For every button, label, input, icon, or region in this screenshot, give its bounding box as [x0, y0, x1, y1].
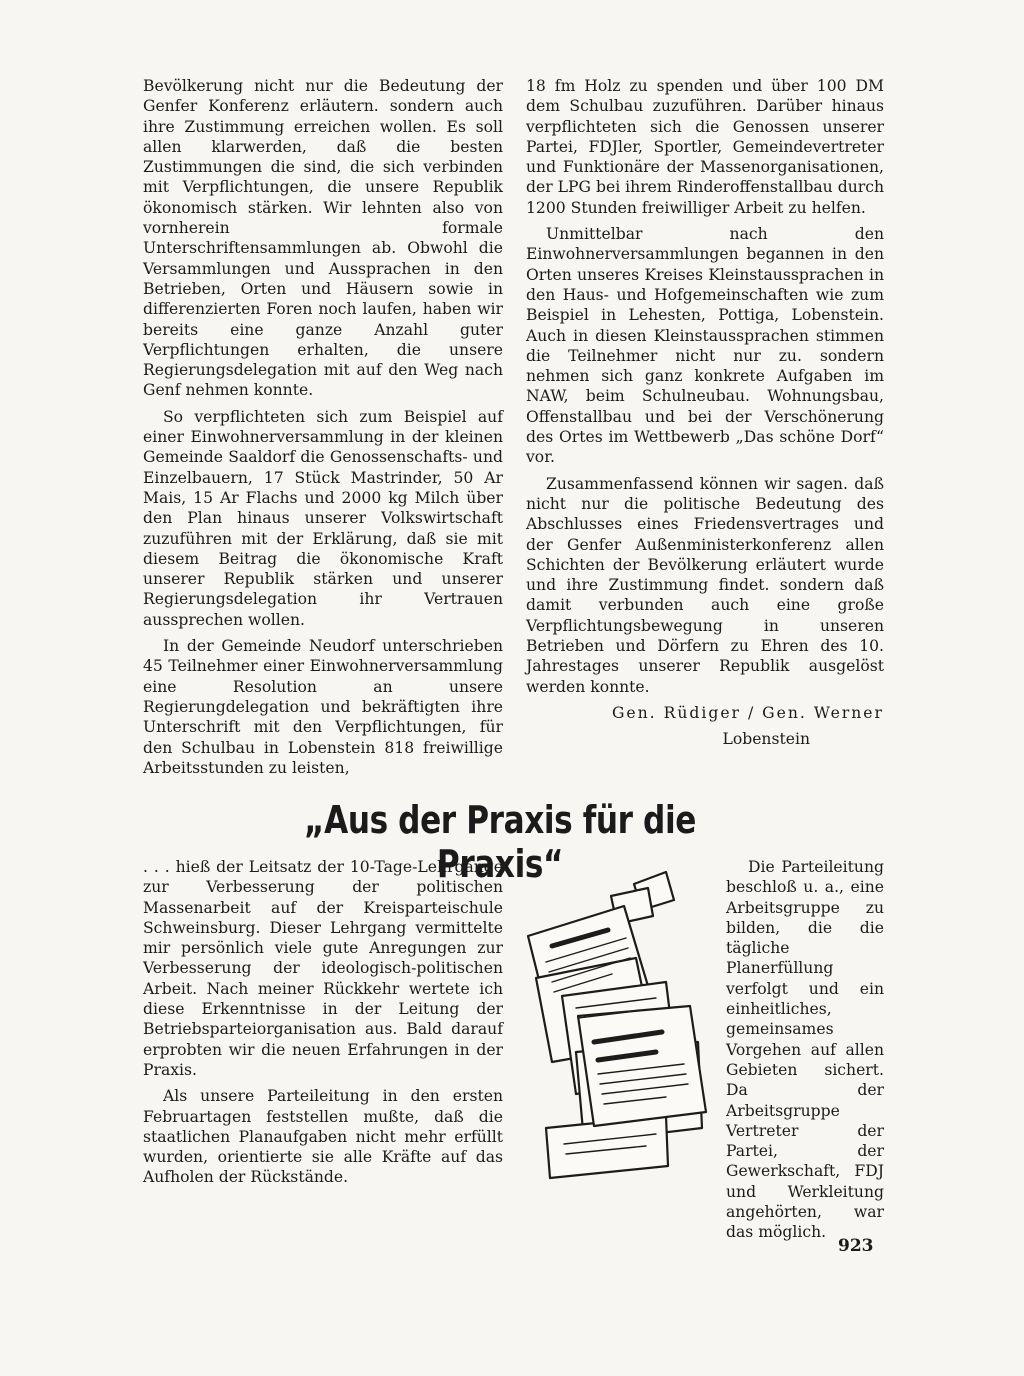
article1-left-column	[143, 76, 503, 784]
article1-right-column	[526, 76, 884, 756]
article1-paragraph-3: In der Gemeinde Neudorf unterschrieben 45 Teilnehmer einer Einwohnerversammlung eine Resolution an unsere Regierungdelegation und bekräftigten ihre Unterschrift mit den Verpflichtungen, für den Schulbau in Lobenstein 818 freiwillige Arbeitsstunden zu leisten,	[143, 637, 503, 777]
article1-place: Lobenstein	[722, 730, 810, 749]
article1-paragraph-6: Zusammenfassend können wir sagen. daß nicht nur die politische Bedeutung des Abschlusses eines Friedensvertrages und der Genfer Außenministerkonferenz allen Schichten der Bevölkerung erläutert wurde und ihre Zustimmung findet. sondern daß damit verbunden auch eine große Verpflichtungsbewegung in unseren Betrieben und Dörfern zu Ehren des 10. Jahrestages unserer Republik ausgelöst werden konnte.	[526, 474, 884, 696]
article1-paragraph-4: 18 fm Holz zu spenden und über 100 DM dem Schulbau zuzuführen. Darüber hinaus verpflichteten sich die Genossen unserer Partei, FDJler, Sportler, Gemeindevertreter und Funktionäre der Massenorganisationen, der LPG bei ihrem Rinderoffenstallbau durch 1200 Stunden freiwilliger Arbeit zu helfen.	[526, 77, 884, 217]
article1-paragraph-1: Bevölkerung nicht nur die Bedeutung der Genfer Konferenz erläutern. sondern auch ihre Zustimmung erreichen wollen. Es soll allen klarwerden, daß die besten Zustimmungen die sind, die sich verbinden mit Verpflichtungen, die unsere Republik ökonomisch stärken. Wir lehnten also von vornherein formale Unterschriftensammlungen ab. Obwohl die Versammlungen und Aussprachen in den Betrieben, Orten und Häusern sowie in differenzierten Foren noch laufen, haben wir bereits eine ganze Anzahl guter Verpflichtungen erhalten, die unsere Regierungsdelegation mit auf den Weg nach Genf nehmen konnte.	[143, 77, 503, 400]
paper-stack-icon	[516, 866, 716, 1191]
article2-headline: „Aus der Praxis für die Praxis“	[304, 798, 696, 886]
article2-paragraph-3: Die Parteileitung beschloß u. a., eine Arbeitsgruppe zu bilden, die die tägliche Planerfüllung verfolgt und ein einheitliches, gemeinsames Vorgehen auf allen Gebieten sichert. Da der Arbeitsgruppe Vertreter der Partei, der Gewerkschaft, FDJ und Werkleitung angehörten, war das möglich.	[726, 858, 884, 1242]
article1-paragraph-5: Unmittelbar nach den Einwohnerversammlungen begannen in den Orten unseres Kreises Kleinstaussprachen in den Haus- und Hofgemeinschaften wie zum Beispiel in Lehesten, Pottiga, Lobenstein. Auch in diesen Kleinstaussprachen stimmen die Teilnehmer nicht nur zu. sondern nehmen sich ganz konkrete Aufgaben im NAW, beim Schulneubau. Wohnungsbau, Offenstallbau und bei der Verschönerung des Ortes im Wettbewerb „Das schöne Dorf“ vor.	[526, 225, 884, 467]
page-number: 923	[838, 1236, 874, 1256]
article2-right-column	[726, 857, 884, 1249]
article2-paragraph-1: . . . hieß der Leitsatz der 10-Tage-Lehrgänge zur Verbesserung der politischen Massenarbeit auf der Kreisparteischule Schweinsburg. Dieser Lehrgang vermittelte mir persönlich viele gute Anregungen zur Verbesserung der ideologisch-politischen Arbeit. Nach meiner Rückkehr wertete ich diese Erkenntnisse in der Leitung der Betriebsparteiorganisation aus. Bald darauf erprobten wir die neuen Erfahrungen in der Praxis.	[143, 858, 503, 1079]
article1-signature: Gen. Rüdiger / Gen. Werner	[611, 703, 884, 722]
article2-left-column	[143, 857, 503, 1194]
article2-paragraph-2: Als unsere Parteileitung in den ersten Februartagen feststellen mußte, daß die staatlichen Planaufgaben nicht mehr erfüllt wurden, orientierte sie alle Kräfte auf das Aufholen der Rückstände.	[143, 1087, 503, 1187]
article1-paragraph-2: So verpflichteten sich zum Beispiel auf einer Einwohnerversammlung in der kleinen Gemeinde Saaldorf die Genossenschafts- und Einzelbauern, 17 Stück Mastrinder, 50 Ar Mais, 15 Ar Flachs und 2000 kg Milch über den Plan hinaus unserer Volkswirtschaft zuzuführen mit der Erklärung, daß sie mit diesem Beitrag die ökonomische Kraft unserer Republik stärken und unserer Regierungsdelegation ihr Vertrauen aussprechen wollen.	[143, 407, 503, 629]
